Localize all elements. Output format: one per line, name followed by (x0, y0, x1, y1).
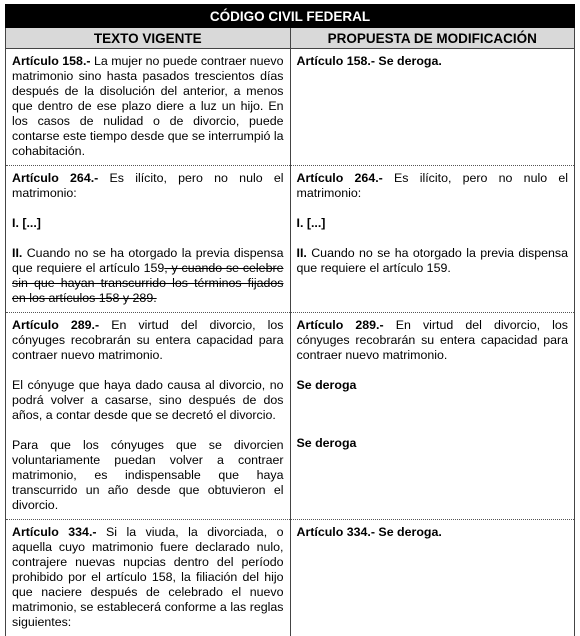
article-heading: Artículo 158.- Se deroga. (297, 54, 442, 68)
paragraph (12, 246, 284, 306)
article-heading: Artículo 264.- (297, 171, 383, 185)
paragraph-text: Es ilícito, pero no nulo el matrimonio: (12, 171, 284, 200)
article-heading: Artículo 289.- (12, 318, 99, 332)
table-title-row (6, 5, 575, 28)
table-title: CÓDIGO CIVIL FEDERAL (6, 5, 575, 28)
paragraph-text: Si la viuda, la divorciada, o aquella cuyo matrimonio fuere declarado nulo, contrajere nuevas nupcias dentro del período prohibido por el artículo 158, la filiación del hijo que naciere después de celebrado el nuevo matrimonio, se establecerá conforme a las reglas siguientes: (12, 525, 284, 629)
paragraph-text: Cuando no se ha otorgado la previa dispensa que requiere el artículo 159. (297, 246, 569, 275)
paragraph (12, 171, 284, 201)
paragraph (12, 54, 284, 159)
fraction-label: I. [...] (12, 216, 41, 230)
fraction-label: II. (12, 246, 22, 260)
column-header-row (6, 28, 575, 49)
proposal-cell (290, 49, 575, 166)
paragraph (297, 54, 569, 69)
paragraph (297, 216, 569, 231)
repeal-label: Se deroga (297, 436, 357, 450)
struck-text: , y cuando se celebre sin que hayan transcurrido los términos fijados en los artículos 158 y 289. (12, 261, 284, 305)
current-text-cell (6, 49, 291, 166)
fraction-label: I. [...] (297, 216, 326, 230)
proposal-cell (290, 520, 575, 636)
paragraph-text: Cuando no se ha otorgado la previa dispensa que requiere el artículo 159 (12, 246, 284, 275)
proposal-cell (290, 166, 575, 313)
current-text-cell (6, 520, 291, 636)
fraction-label: II. (297, 246, 307, 260)
paragraph-text: La mujer no puede contraer nuevo matrimonio sino hasta pasados trescientos días después de la disolución del anterior, a menos que dentro de ese plazo diere a luz un hijo. En los casos de nulidad o de divorcio, puede contarse este tiempo desde que se interrumpió la cohabitación. (12, 54, 284, 158)
table-row-article-264 (6, 166, 575, 313)
paragraph (297, 436, 569, 451)
paragraph (12, 216, 284, 231)
paragraph (297, 378, 569, 393)
paragraph: Para que los cónyuges que se divorcien voluntariamente puedan volver a contraer matrimonio, es indispensable que haya transcurrido un año desde que obtuvieron el divorcio. (12, 438, 284, 513)
comparison-table (5, 4, 575, 636)
table-row-article-334 (6, 520, 575, 636)
paragraph (12, 318, 284, 363)
article-heading: Artículo 158.- (12, 54, 91, 68)
article-heading: Artículo 334.- (12, 525, 97, 539)
table-row-article-158 (6, 49, 575, 166)
paragraph: El cónyuge que haya dado causa al divorcio, no podrá volver a casarse, sino después de dos años, a contar desde que se decretó el divorcio. (12, 378, 284, 423)
paragraph-text: En virtud del divorcio, los cónyuges recobrarán su entera capacidad para contraer nuevo matrimonio. (297, 318, 569, 362)
column-header-proposal: PROPUESTA DE MODIFICACIÓN (290, 28, 575, 49)
current-text-cell (6, 166, 291, 313)
article-heading: Artículo 264.- (12, 171, 98, 185)
proposal-cell (290, 313, 575, 520)
paragraph (297, 171, 569, 201)
paragraph (297, 318, 569, 363)
article-heading: Artículo 334.- Se deroga. (297, 525, 442, 539)
paragraph-text: Es ilícito, pero no nulo el matrimonio: (297, 171, 569, 200)
repeal-label: Se deroga (297, 378, 357, 392)
paragraph (297, 525, 569, 540)
column-header-current-text: TEXTO VIGENTE (6, 28, 291, 49)
article-heading: Artículo 289.- (297, 318, 384, 332)
paragraph (297, 246, 569, 276)
paragraph (12, 525, 284, 630)
current-text-cell (6, 313, 291, 520)
paragraph-text: En virtud del divorcio, los cónyuges recobrarán su entera capacidad para contraer nuevo matrimonio. (12, 318, 284, 362)
table-row-article-289 (6, 313, 575, 520)
